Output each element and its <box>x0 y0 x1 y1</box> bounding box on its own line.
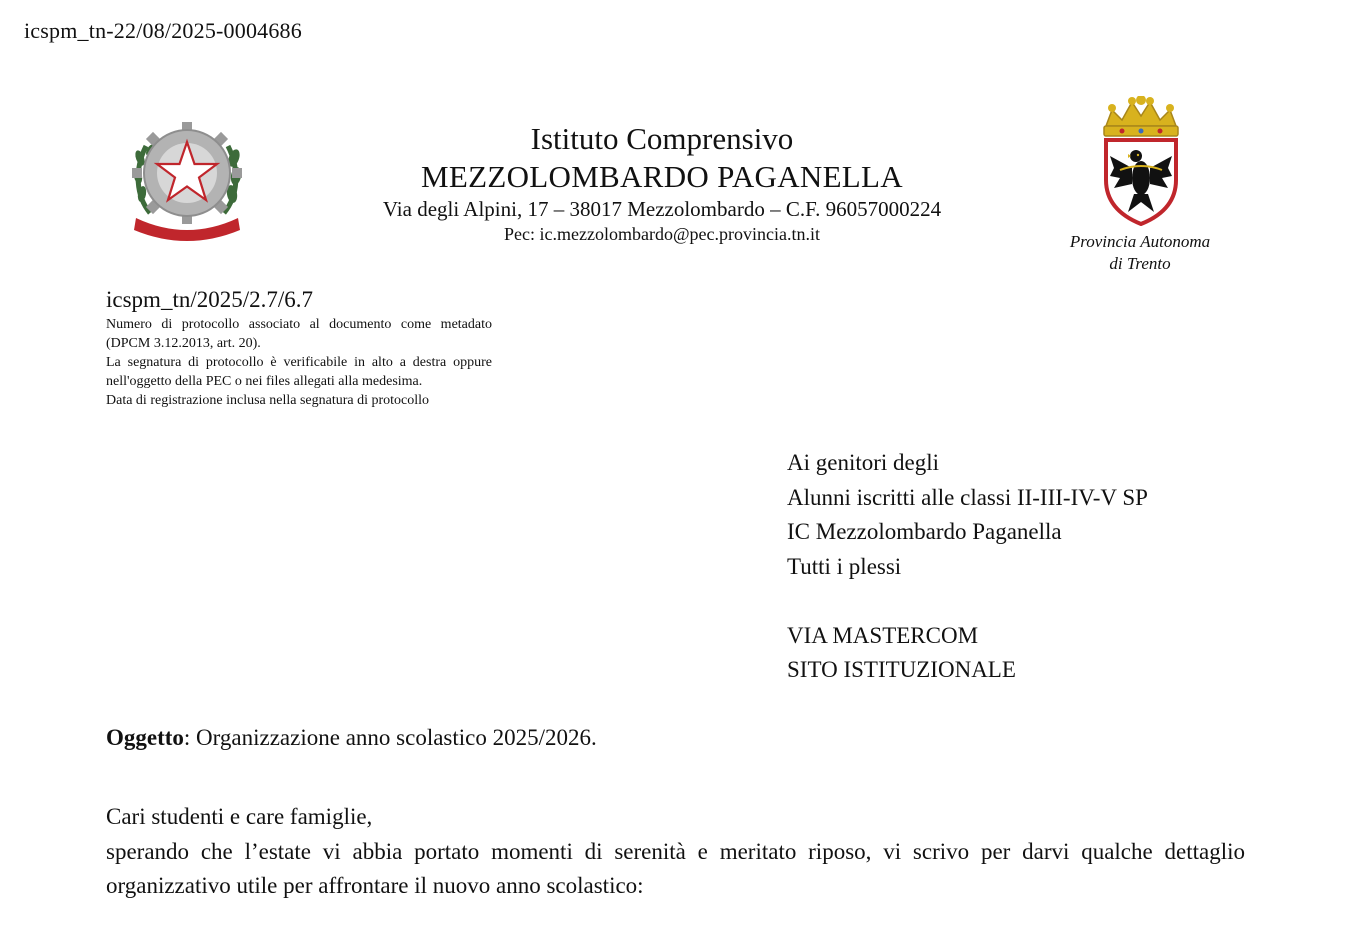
channel-line: SITO ISTITUZIONALE <box>787 657 1016 682</box>
school-pec: Pec: ic.mezzolombardo@pec.provincia.tn.it <box>504 224 820 244</box>
channel-line: VIA MASTERCOM <box>787 622 979 648</box>
body-paragraph: sperando che l’estate vi abbia portato momenti di serenità e meritato riposo, vi scrivo per darvi qualche dettaglio organizzativo utile per affrontare il nuovo anno scolastico: <box>106 838 1245 898</box>
recipients-block <box>787 446 1148 688</box>
recipient-line: Tutti i plessi <box>787 553 902 579</box>
greeting: Cari studenti e care famiglie, <box>106 804 373 829</box>
protocol-note: La segnatura di protocollo è verificabile in alto a destra oppure nell'oggetto della PEC o nei files allegati alla medesima. <box>106 355 492 389</box>
protocol-block <box>106 285 492 410</box>
protocol-note: Numero di protocollo associato al documento come metadato (DPCM 3.12.2013, art. 20). <box>106 317 492 351</box>
school-address: Via degli Alpini, 17 – 38017 Mezzolombardo – C.F. 96057000224 <box>382 197 942 221</box>
province-line-1: Provincia Autonoma <box>1069 232 1211 251</box>
recipients-spacer <box>787 584 1148 619</box>
protocol-note: Data di registrazione inclusa nella segnatura di protocollo <box>106 393 430 408</box>
recipient-line: Alunni iscritti alle classi II-III-IV-V SP <box>787 484 1148 510</box>
province-line-2: di Trento <box>1109 254 1171 273</box>
document-protocol-stamp: icspm_tn-22/08/2025-0004686 <box>24 18 302 43</box>
school-type: Istituto Comprensivo <box>530 121 794 156</box>
subject-text: : Organizzazione anno scolastico 2025/2026. <box>183 725 597 750</box>
trento-coat-of-arms-icon <box>1098 96 1184 226</box>
province-label <box>1040 231 1240 275</box>
subject-line <box>106 721 597 755</box>
subject-label: Oggetto <box>106 725 184 750</box>
letter-body <box>106 800 1245 904</box>
protocol-code: icspm_tn/2025/2.7/6.7 <box>106 287 313 312</box>
school-header <box>300 120 1024 246</box>
protocol-notes <box>106 315 492 410</box>
school-name: MEZZOLOMBARDO PAGANELLA <box>421 159 903 194</box>
recipient-line: IC Mezzolombardo Paganella <box>787 519 1062 544</box>
repubblica-italiana-emblem-icon <box>128 118 246 244</box>
recipient-line: Ai genitori degli <box>787 450 940 475</box>
